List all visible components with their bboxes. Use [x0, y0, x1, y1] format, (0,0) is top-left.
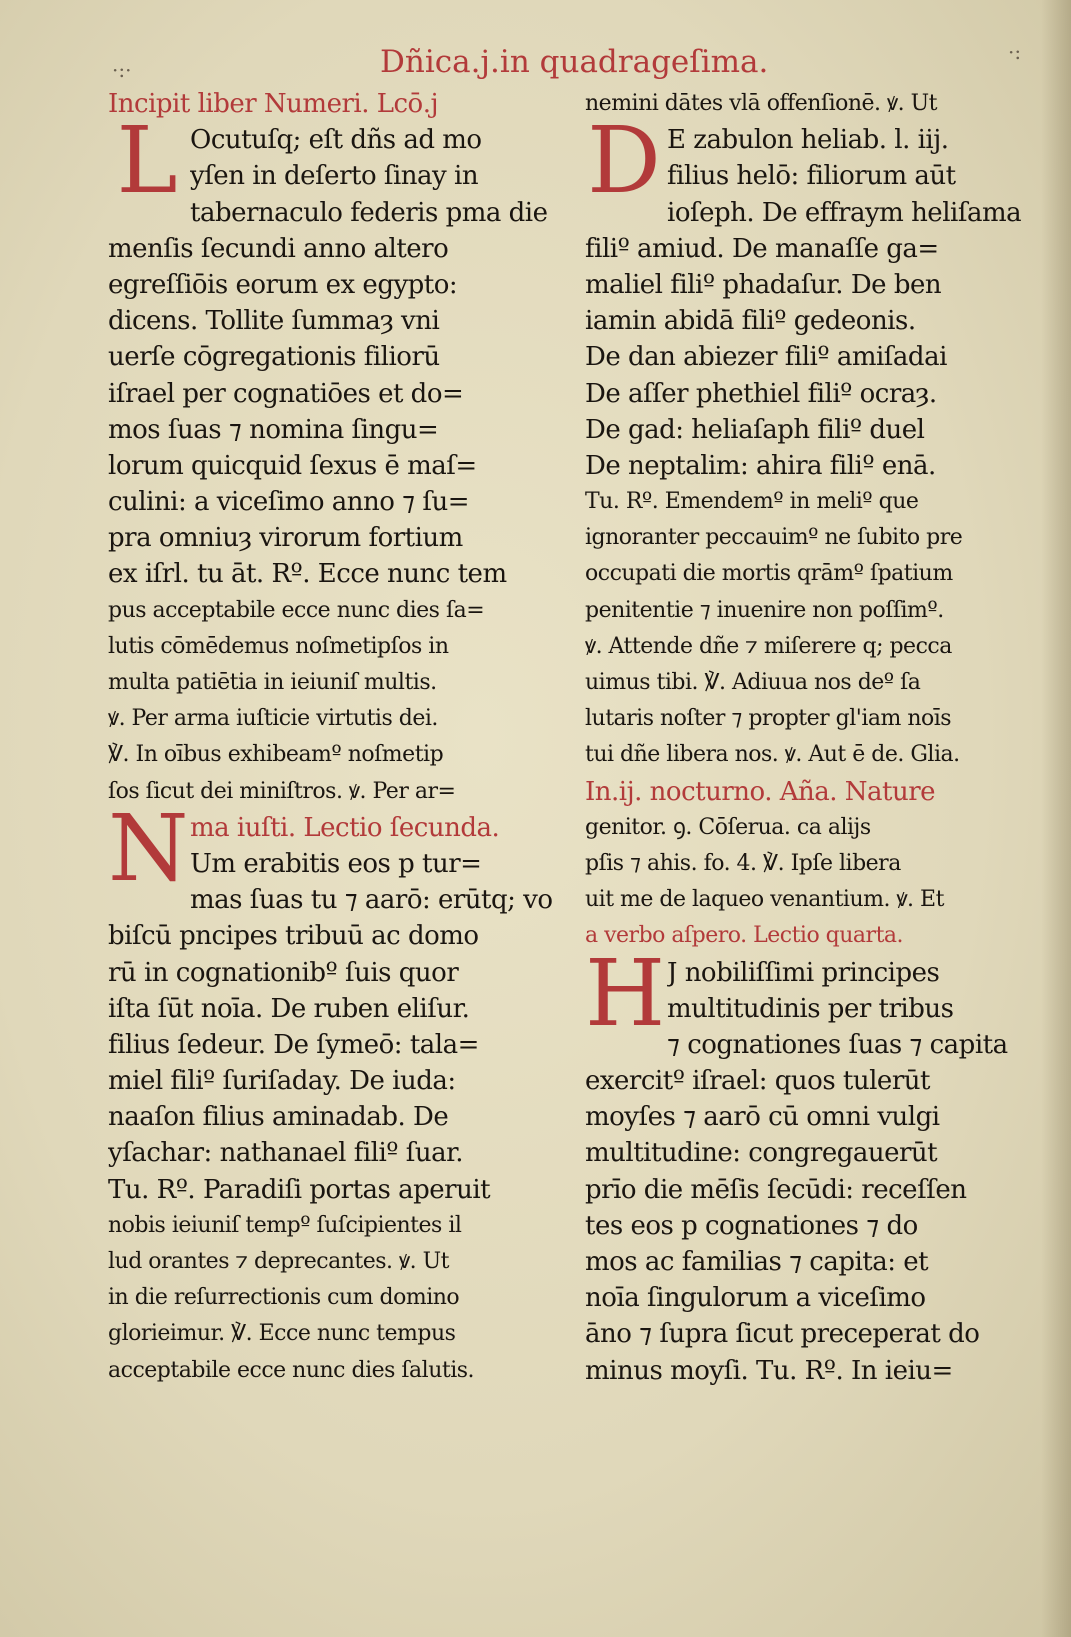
dropcap: D [587, 107, 661, 215]
text-line: E zabulon heliab. l. iij. [667, 125, 949, 156]
text-line: multitudine: congregauerūt [585, 1138, 938, 1169]
text-line: moyſes ⁊ aarō cū omni vulgi [585, 1102, 940, 1133]
text-line: Tu. Rº. Paradiſi portas aperuit [108, 1174, 491, 1205]
right-column [585, 86, 1035, 1389]
text-line: egreſſiōis eorum ex egypto: [108, 269, 458, 300]
text-line: iſta ſūt noīa. De ruben eliſur. [108, 993, 470, 1024]
dropcap: H [585, 939, 666, 1047]
text-line: ex iſrl. tu āt. Rº. Ecce nunc tem [108, 559, 507, 590]
responsory-line: lud orantes ⁊ deprecantes. ꝟ. Ut [108, 1249, 449, 1274]
dropcap: L [116, 107, 178, 215]
responsory-line: ℣. In oībus exhibeamº noſmetip [108, 742, 444, 768]
text-line: pra omniuȝ virorum fortium [108, 523, 463, 554]
responsory-line: penitentie ⁊ inuenire non poſſimº. [585, 597, 944, 623]
responsory-line: nobis ieiuniſ tempº ſuſcipientes il [108, 1212, 462, 1238]
text-line: miel filiº ſuriſaday. De iuda: [108, 1066, 456, 1097]
running-header: Dñica.j.in quadrageſima. [380, 44, 769, 80]
responsory-line: pus acceptabile ecce nunc dies ſa= [108, 597, 485, 623]
text-line: De gad: heliaſaph filiº duel [585, 414, 925, 445]
text-line: iſrael per cognatiōes et do= [108, 378, 464, 409]
responsory-line: lutis cōmēdemus noſmetipſos in [108, 633, 449, 659]
responsory-line: multa patiētia in ieiuniſ multis. [108, 670, 437, 695]
responsory-line: pſis ⁊ ahis. fo. 4. ℣. Ipſe libera [585, 850, 901, 876]
responsory-line: ſos ſicut dei miniſtros. ꝟ. Per ar= [108, 778, 456, 804]
text-line: De aſſer phethiel filiº ocraȝ. [585, 378, 937, 409]
responsory-line: in die reſurrectionis cum domino [108, 1285, 460, 1311]
responsory-line: ꝟ. Attende dñe ⁊ miſerere q; pecca [585, 633, 952, 659]
responsory-line: ignoranter peccauimº ne ſubito pre [585, 525, 963, 551]
text-line: ⁊ cognationes ſuas ⁊ capita [667, 1029, 1008, 1060]
text-line: culini: a viceſimo anno ⁊ ſu= [108, 487, 470, 518]
text-line: yſachar: nathanael filiº ſuar. [108, 1138, 463, 1169]
text-line: tabernaculo federis pma die [190, 197, 548, 228]
text-line: ioſeph. De effraym heliſama [667, 197, 1022, 228]
text-line: Um erabitis eos p tur= [190, 848, 482, 879]
corner-mark: ·: [1008, 40, 1022, 64]
responsory-line: uimus tibi. ℣. Adiuua nos deº ſa [585, 670, 921, 695]
text-line: biſcū pncipes tribuū ac domo [108, 921, 479, 952]
rubric-title: Incipit liber Numeri. Lcō.j [108, 89, 439, 119]
text-line: iamin abidā filiº gedeonis. [585, 306, 916, 337]
text-line: menſis ſecundi anno altero [108, 233, 449, 264]
responsory-line: occupati die mortis qrāmº ſpatium [585, 561, 953, 587]
text-line: minus moyſi. Tu. Rº. In ieiu= [585, 1355, 953, 1386]
responsory-line: uit me de laqueo venantium. ꝟ. Et [585, 887, 944, 913]
text-line: prīo die mēſis ſecūdi: receſſen [585, 1174, 967, 1205]
responsory-line: acceptabile ecce nunc dies ſalutis. [108, 1357, 475, 1383]
lectio-heading: a verbo aſpero. Lectio quarta. [585, 923, 904, 949]
responsory-line: Tu. Rº. Emendemº in meliº que [585, 489, 919, 515]
responsory-line: glorieimur. ℣. Ecce nunc tempus [108, 1321, 456, 1347]
text-line: multitudinis per tribus [667, 993, 954, 1024]
text-line: nemini dātes vlā offenſionē. ꝟ. Ut [585, 91, 937, 116]
dropcap: N [108, 794, 189, 902]
responsory-line: ꝟ. Per arma iuſticie virtutis dei. [108, 706, 438, 732]
text-line: mos ac familias ⁊ capita: et [585, 1247, 929, 1277]
text-line: J nobiliſſimi principes [667, 957, 940, 988]
text-line: lorum quicquid ſexus ē maſ= [108, 450, 477, 481]
text-line: filius helō: filiorum aūt [667, 161, 956, 192]
text-line: mas ſuas tu ⁊ aarō: erūtq; vo [190, 885, 553, 916]
text-line: tes eos p cognationes ⁊ do [585, 1210, 918, 1241]
text-line: filius ſedeur. De ſymeō: tala= [108, 1029, 479, 1060]
text-line: filiº amiud. De manaſſe ga= [585, 233, 939, 264]
text-line: dicens. Tollite ſummaȝ vni [108, 306, 440, 337]
text-line: De neptalim: ahira filiº enā. [585, 450, 936, 481]
rubric-line: In.ij. nocturno. Aña. Nature [585, 776, 936, 807]
text-line: Ocutuſq; eſt dñs ad mo [190, 125, 482, 156]
text-line: āno ⁊ ſupra ſicut preceperat do [585, 1319, 980, 1350]
text-line: mos ſuas ⁊ nomina ſingu= [108, 414, 439, 445]
text-line: De dan abiezer filiº amiſadai [585, 342, 947, 373]
text-line: noīa ſingulorum a viceſimo [585, 1283, 926, 1314]
corner-mark: ·:· [112, 58, 132, 82]
text-line: uerſe cōgregationis filiorū [108, 342, 440, 373]
responsory-line: genitor. ꝯ. Cōſerua. ca alijs [585, 814, 871, 840]
text-line: exercitº iſrael: quos tulerūt [585, 1066, 930, 1097]
page-edge-shadow [1041, 0, 1071, 1637]
lectio-heading: ma iuſti. Lectio ſecunda. [190, 812, 500, 843]
responsory-line: tui dñe libera nos. ꝟ. Aut ē de. Glia. [585, 742, 960, 768]
text-line: naaſon filius aminadab. De [108, 1102, 449, 1133]
responsory-line: lutaris noſter ⁊ propter gl'iam noīs [585, 706, 952, 732]
text-line: maliel filiº phadaſur. De ben [585, 269, 942, 300]
text-line: yſen in deſerto ſinay in [190, 161, 479, 192]
left-column [108, 86, 564, 1389]
text-line: rū in cognationibº ſuis quor [108, 957, 459, 988]
